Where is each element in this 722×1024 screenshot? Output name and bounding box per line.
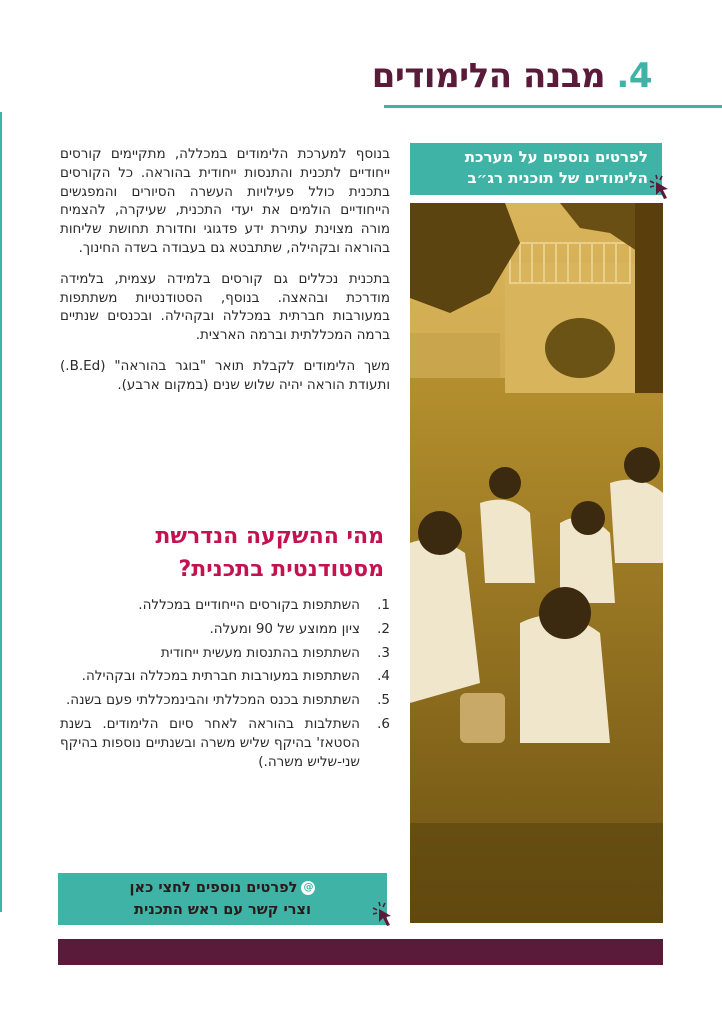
list-item xyxy=(60,667,390,686)
list-item xyxy=(60,596,390,615)
list-item xyxy=(60,644,390,663)
title-number: 4. xyxy=(616,56,652,96)
at-sign-icon: @ xyxy=(303,882,314,893)
list-item xyxy=(60,691,390,710)
list-item-number: 5. xyxy=(377,692,390,709)
page-title xyxy=(372,56,652,96)
list-item-number: 1. xyxy=(377,597,390,613)
info-box-line2: הלימודים של תוכנית רג״ב xyxy=(467,169,648,187)
click-cursor-icon xyxy=(648,173,674,203)
title-underline xyxy=(384,105,722,108)
contact-line1-text: לפרטים נוספים לחצי כאן xyxy=(129,880,298,896)
contact-line2: וצרי קשר עם ראש התכנית xyxy=(134,902,311,918)
paragraph-3: משך הלימודים לקבלת תואר "בוגר בהוראה" (B.Ed.) ותעודת הוראה יהיה שלוש שנים (במקום ארבע). xyxy=(60,357,390,393)
list-item-number: 3. xyxy=(377,644,390,661)
list-item-text: השתתפות בכנס המכללתי והבינמכללתי פעם בשנה. xyxy=(65,692,360,709)
investment-heading-line1: מהי ההשקעה הנדרשת xyxy=(155,524,384,549)
list-item-text: השתתפות בקורסים הייחודיים במכללה. xyxy=(138,597,360,613)
list-item-text: השתתפות במעורבות חברתית במכללה ובקהילה. xyxy=(81,668,360,685)
left-edge-rule xyxy=(0,112,2,912)
curriculum-info-link[interactable] xyxy=(410,143,662,195)
requirements-list xyxy=(60,596,390,776)
list-item xyxy=(60,620,390,639)
info-box-line1: לפרטים נוספים על מערכת xyxy=(464,148,648,166)
list-item-number: 2. xyxy=(377,620,390,637)
footer-bar xyxy=(58,939,663,965)
list-item-number: 6. xyxy=(377,715,390,732)
investment-heading-line2: מסטודנטית בתכנית? xyxy=(178,557,384,582)
list-item-text: השתתפות בהתנסות מעשית ייחודית xyxy=(160,644,360,661)
paragraph-2: בתכנית נכללים גם קורסים בלמידה עצמית, בלמידה מודרכת ובהאצה. בנוסף, הסטודנטיות משתתפות במעורבות חברתית במכללה ובקהילה. ובכנסים שנתיים ברמה המכללתית וברמה הארצית. xyxy=(60,270,390,344)
list-item-number: 4. xyxy=(377,668,390,685)
list-item-text: ציון ממוצע של 90 ומעלה. xyxy=(209,620,360,637)
paragraph-1: בנוסף למערכת הלימודים במכללה, מתקיימים קורסים ייחודיים לתכנית והתנסות ייחודית בהוראה. כל הקורסים בתכנית כולל פעילויות העשרה הסיורים והמפגשים הייחודיים הולמים את יעדי התכנית, שעיקרה, להצמיח מורה מצוינת עתירת ידע פדגוגי וחדורת תחושת שליחות בהוראה ובקהילה, שתתבטא גם בעבודה בשדה החינוך. xyxy=(60,146,390,256)
students-photo xyxy=(410,203,663,923)
title-text: מבנה הלימודים xyxy=(371,56,606,96)
contact-program-head-link[interactable] xyxy=(58,873,387,925)
body-text xyxy=(60,145,390,407)
click-cursor-icon xyxy=(371,900,397,930)
investment-heading xyxy=(60,520,384,586)
contact-line1 xyxy=(58,877,387,899)
list-item-text: השתלבות בהוראה לאחר סיום הלימודים. בשנת הסטאז' בהיקף שליש משרה ובשנתיים נוספות בהיקף שני-שליש משרה.) xyxy=(60,715,360,770)
list-item xyxy=(60,715,390,771)
